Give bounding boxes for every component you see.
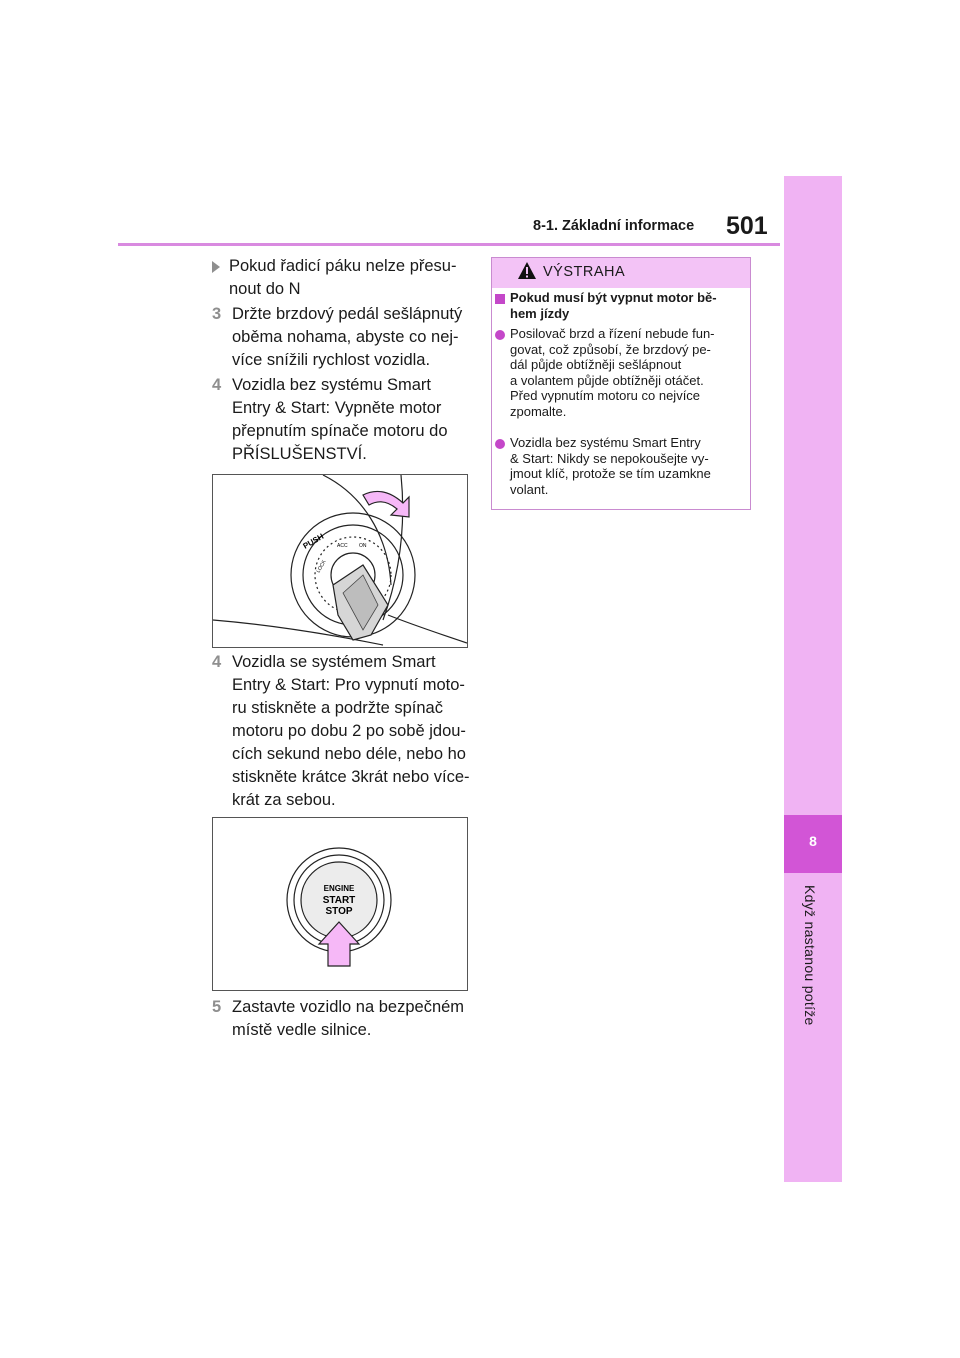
step-line: místě vedle silnice. — [232, 1021, 372, 1039]
header-rule — [118, 243, 780, 246]
step-line: oběma nohama, abyste co nej- — [232, 328, 459, 346]
page-number: 501 — [726, 212, 768, 240]
chapter-number: 8 — [809, 833, 817, 849]
step-line: PŘÍSLUŠENSTVÍ. — [232, 445, 367, 463]
warning-line: & Start: Nikdy se nepokoušejte vy- — [510, 450, 709, 466]
step-line: Vozidla se systémem Smart — [232, 653, 436, 671]
triangle-right-icon — [212, 261, 220, 273]
step-line: ru stiskněte a podržte spínač — [232, 699, 443, 717]
square-bullet-icon — [495, 294, 505, 304]
stop-label: STOP — [325, 906, 353, 917]
ignition-key-figure — [212, 474, 468, 648]
on-label: ON — [359, 543, 367, 549]
step-line: stiskněte krátce 3krát nebo více- — [232, 768, 470, 786]
warning-title: VÝSTRAHA — [543, 264, 626, 280]
step-line: více snížili rychlost vozidla. — [232, 351, 431, 369]
chapter-title: Když nastanou potíže — [802, 885, 818, 1026]
start-label: START — [322, 895, 356, 906]
warning-line: Posilovač brzd a řízení nebude fun- — [510, 326, 715, 341]
warning-line: volant. — [510, 481, 549, 497]
circle-bullet-icon — [495, 330, 505, 340]
step-line: krát za sebou. — [232, 791, 336, 809]
step-number: 4 — [212, 376, 222, 394]
step-number: 4 — [212, 653, 222, 671]
warning-heading: hem jízdy — [510, 306, 570, 321]
bullet-line: Pokud řadicí páku nelze přesu- — [229, 257, 457, 275]
step-line: Entry & Start: Pro vypnutí moto- — [232, 676, 465, 694]
warning-line: Před vypnutím motoru co nejvíce — [510, 388, 701, 403]
step-line: Vozidla bez systému Smart — [232, 376, 431, 394]
bullet-line: nout do N — [229, 280, 301, 298]
step-line: cích sekund nebo déle, nebo ho — [232, 745, 466, 763]
warning-line: a volantem půjde obtížněji otáčet. — [510, 372, 704, 388]
step-line: Entry & Start: Vypněte motor — [232, 399, 442, 417]
step-line: přepnutím spínače motoru do — [232, 422, 448, 440]
step-line: Zastavte vozidlo na bezpečném — [232, 998, 465, 1016]
lock-label: LOCK — [315, 559, 328, 574]
step-number: 5 — [212, 998, 222, 1016]
warning-triangle-icon — [517, 261, 537, 280]
engine-button-figure — [212, 817, 468, 991]
chapter-tab — [784, 176, 842, 1182]
warning-line: Vozidla bez systému Smart Entry — [510, 435, 701, 450]
warning-line: dál půjde obtížněji sešlápnout — [510, 357, 682, 372]
step-line: Držte brzdový pedál sešlápnutý — [232, 305, 463, 323]
step-line: motoru po dobu 2 po sobě jdou- — [232, 722, 466, 740]
acc-label: ACC — [337, 543, 348, 549]
section-title: 8-1. Základní informace — [533, 218, 695, 234]
step-number: 3 — [212, 305, 222, 323]
warning-line: jmout klíč, protože se tím uzamkne — [510, 466, 711, 481]
push-label: PUSH — [301, 531, 326, 551]
ignition-key-illustration — [213, 475, 467, 647]
warning-line: zpomalte. — [510, 403, 567, 419]
warning-line: govat, což způsobí, že brzdový pe- — [510, 341, 711, 357]
warning-heading: Pokud musí být vypnut motor bě- — [510, 290, 717, 305]
circle-bullet-icon — [495, 439, 505, 449]
engine-label: ENGINE — [323, 884, 355, 893]
engine-button-illustration — [213, 818, 467, 990]
